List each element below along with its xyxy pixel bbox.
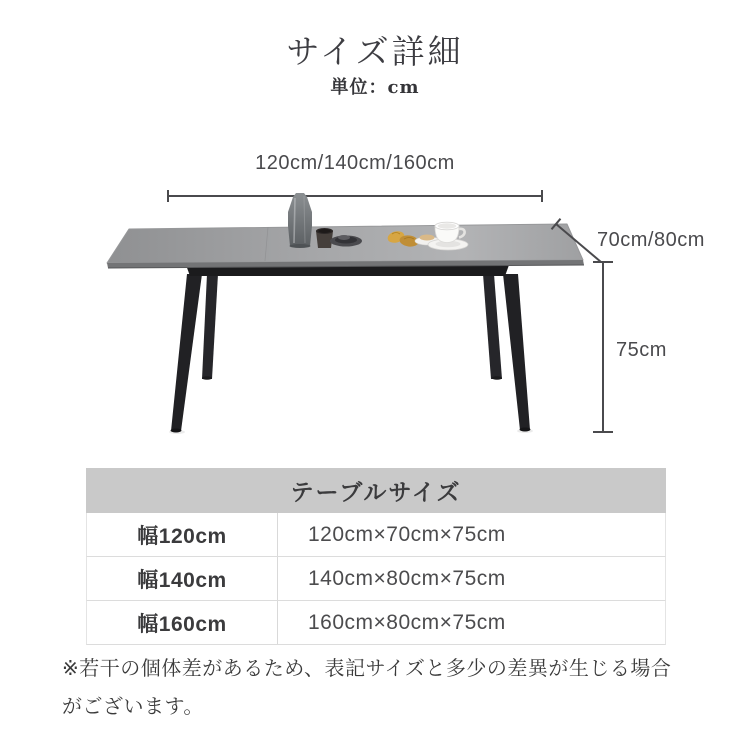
- size-row-value: 140cm×80cm×75cm: [308, 566, 506, 590]
- disclaimer-line-1: ※若干の個体差があるため、表記サイズと多少の差異が生じる場合: [62, 658, 672, 680]
- coffee-cup-inside: [438, 223, 457, 228]
- leg-foot: [171, 429, 182, 433]
- size-row-label: 幅140cm: [87, 557, 278, 600]
- disclaimer-line-2: がございます。: [62, 696, 204, 718]
- plate-food: [338, 235, 350, 240]
- leg-foot: [202, 376, 212, 380]
- size-row-value: 120cm×70cm×75cm: [308, 522, 506, 546]
- size-table-row-160: [86, 601, 666, 645]
- size-row-label: 幅160cm: [87, 601, 278, 644]
- disclaimer-note: [62, 650, 702, 726]
- page-title: サイズ詳細: [286, 32, 464, 71]
- table-leg-back-right: [483, 274, 502, 379]
- height-dimension-label: 75cm: [616, 339, 667, 361]
- vase-highlight: [294, 198, 295, 243]
- height-dimension: [593, 262, 667, 432]
- glass-vase: [288, 193, 312, 248]
- size-table-row-140: [86, 557, 666, 601]
- width-dimension: [168, 152, 542, 202]
- size-table-header: テーブルサイズ: [86, 468, 666, 513]
- size-row-label: 幅120cm: [87, 513, 278, 556]
- cup-inside: [318, 229, 330, 233]
- size-table-row-120: [86, 513, 666, 557]
- leg-foot: [492, 376, 502, 380]
- pastry: [420, 235, 435, 241]
- small-cup: [316, 228, 333, 248]
- unit-label: 単位：cm: [330, 77, 420, 98]
- size-row-value: 160cm×80cm×75cm: [308, 610, 506, 634]
- depth-dimension-label: 70cm/80cm: [597, 229, 705, 251]
- leg-foot: [520, 428, 531, 432]
- table-leg-front-right: [503, 274, 530, 430]
- table-leg-back-left: [202, 274, 218, 379]
- width-dimension-label: 120cm/140cm/160cm: [255, 152, 455, 174]
- table-dimension-diagram: [60, 135, 740, 445]
- dining-table-illustration: [107, 224, 584, 434]
- size-table: [86, 468, 666, 645]
- vase-body: [288, 193, 312, 246]
- table-leg-front-left: [171, 274, 202, 431]
- vase-base: [290, 244, 311, 248]
